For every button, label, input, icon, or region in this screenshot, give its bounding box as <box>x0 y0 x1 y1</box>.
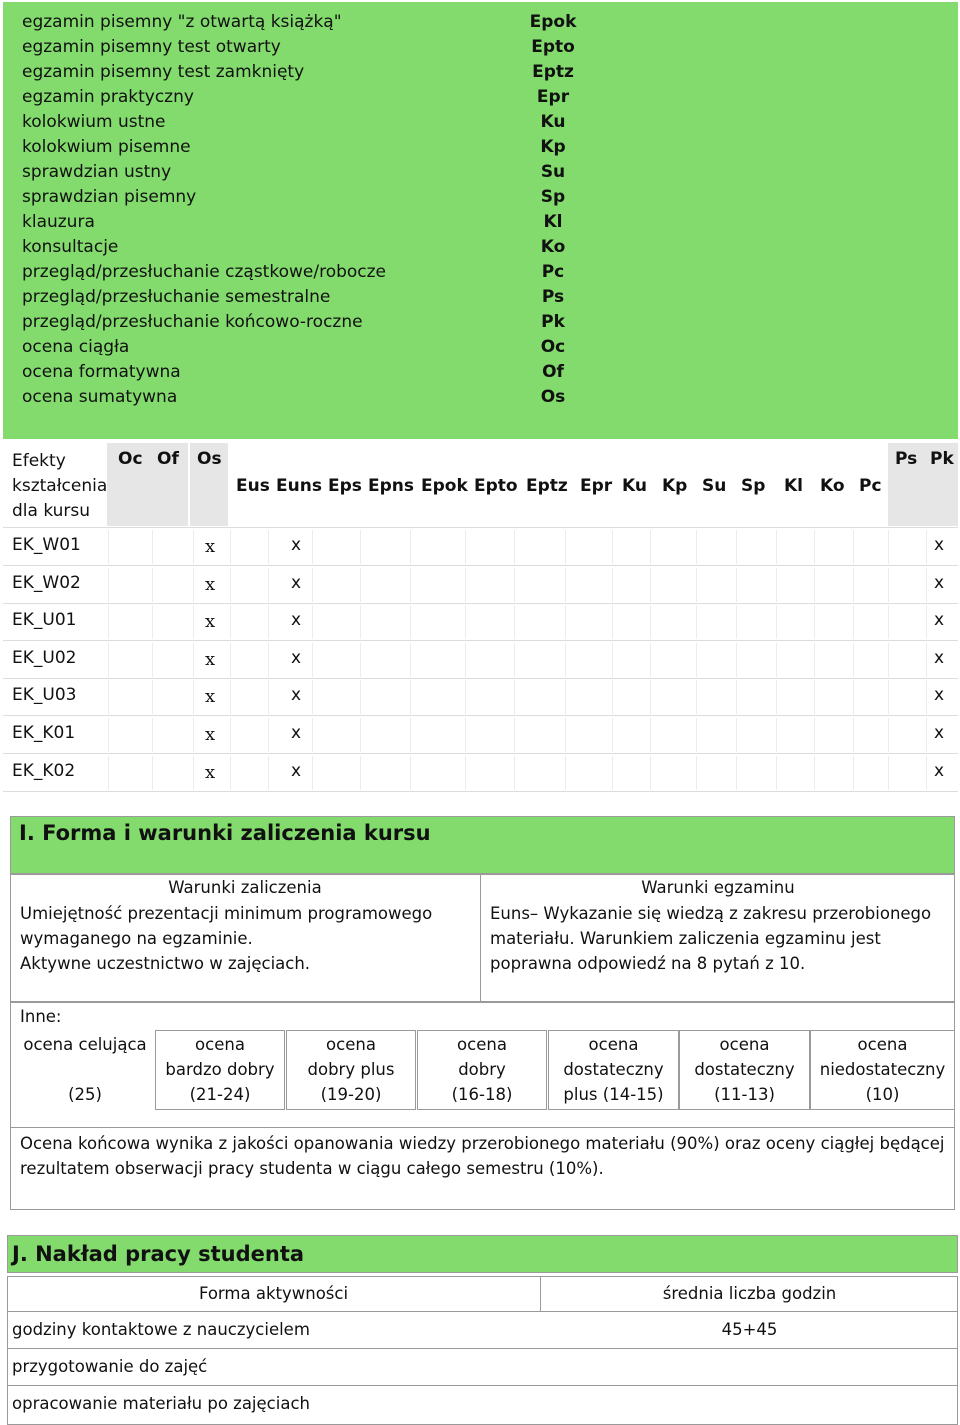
row-label: EK_K01 <box>12 723 76 743</box>
legend-label: klauzura <box>22 212 95 232</box>
grade-line-1: ocena <box>195 1035 245 1054</box>
cell-sep <box>312 680 313 714</box>
header-code-eps: Eps <box>328 476 362 496</box>
workload-row-line <box>7 1311 958 1312</box>
cell-sep <box>268 680 269 714</box>
cell-sep <box>268 718 269 752</box>
cell-sep <box>230 568 231 602</box>
final-grade-text <box>20 1131 950 1181</box>
cell-sep <box>853 568 854 602</box>
cell-sep <box>853 680 854 714</box>
legend-label: kolokwium pisemne <box>22 137 191 157</box>
grades-divider <box>10 1127 955 1128</box>
mark-os: x <box>205 686 216 708</box>
cell-sep <box>514 718 515 752</box>
cell-sep <box>360 530 361 564</box>
cell-sep <box>465 718 466 752</box>
other-label: Inne: <box>20 1007 62 1026</box>
header-code-su: Su <box>702 476 727 496</box>
cell-sep <box>193 568 194 602</box>
grade-line-1: ocena <box>857 1035 908 1054</box>
cell-sep <box>230 756 231 790</box>
cell-sep <box>776 680 777 714</box>
cell-sep <box>650 718 651 752</box>
cell-sep <box>736 718 737 752</box>
cell-sep <box>814 643 815 677</box>
mark-pk: x <box>934 610 945 631</box>
cell-sep <box>268 756 269 790</box>
cell-sep <box>565 530 566 564</box>
cell-sep <box>514 605 515 639</box>
cell-sep <box>612 568 613 602</box>
cell-sep <box>776 756 777 790</box>
effects-header-title: Efekty kształcenia dla kursu <box>12 451 108 521</box>
header-code-eus: Eus <box>236 476 270 496</box>
cell-sep <box>776 643 777 677</box>
grade-line-3: (10) <box>865 1085 900 1104</box>
mark-pk: x <box>934 647 945 668</box>
cell-sep <box>853 756 854 790</box>
legend-code: Pc <box>541 262 565 282</box>
mark-pk: x <box>934 535 945 555</box>
cell-sep <box>776 718 777 752</box>
cell-sep <box>888 680 889 714</box>
header-code-kp: Kp <box>662 476 688 496</box>
cell-sep <box>565 643 566 677</box>
cell-sep <box>514 568 515 602</box>
mark-os: x <box>205 724 216 745</box>
cell-sep <box>696 605 697 639</box>
mark-eus: x <box>291 610 302 631</box>
cell-sep <box>312 718 313 752</box>
mark-pk: x <box>934 760 945 781</box>
cell-sep <box>410 568 411 602</box>
cell-sep <box>410 756 411 790</box>
header-code-epto: Epto <box>474 476 518 496</box>
grade-cell <box>286 1030 416 1110</box>
cell-sep <box>736 605 737 639</box>
header-code-euns: Euns <box>276 476 322 496</box>
legend-label: przegląd/przesłuchanie semestralne <box>22 287 331 307</box>
legend-label: ocena ciągła <box>22 337 130 357</box>
cell-sep <box>514 530 515 564</box>
cell-sep <box>152 643 153 677</box>
cell-sep <box>612 680 613 714</box>
grade-line-1: ocena <box>326 1035 376 1054</box>
legend-code: Kl <box>543 212 563 232</box>
mark-os: x <box>205 648 216 670</box>
legend-code: Kp <box>540 137 566 157</box>
cell-sep <box>193 605 194 639</box>
conditions-line: Umiejętność prezentacji minimum programowego <box>20 904 433 923</box>
cell-sep <box>268 530 269 564</box>
conditions-line: wymaganego na egzaminie. <box>20 929 253 948</box>
grade-line-2: dostateczny <box>694 1060 795 1079</box>
grade-line-1: ocena <box>719 1035 770 1054</box>
cell-sep <box>650 680 651 714</box>
cell-sep <box>193 530 194 564</box>
mark-os: x <box>205 611 216 633</box>
cell-sep <box>312 530 313 564</box>
legend-code: Ps <box>541 287 565 307</box>
cell-sep <box>360 680 361 714</box>
cell-sep <box>853 718 854 752</box>
cell-sep <box>565 756 566 790</box>
exam-text <box>490 901 952 976</box>
mark-eus: x <box>291 647 302 668</box>
legend-label: kolokwium ustne <box>22 112 166 132</box>
cell-sep <box>696 643 697 677</box>
cell-sep <box>650 605 651 639</box>
cell-sep <box>410 530 411 564</box>
cell-sep <box>696 756 697 790</box>
exam-line: materiału. Warunkiem zaliczenia egzaminu jest <box>490 929 881 948</box>
cell-sep <box>776 568 777 602</box>
header-code-epr: Epr <box>580 476 613 496</box>
cell-sep <box>926 643 927 677</box>
grade-cell <box>679 1030 810 1110</box>
legend-code: Oc <box>540 337 566 357</box>
cell-sep <box>108 530 109 564</box>
cell-sep <box>736 680 737 714</box>
header-code-eptz: Eptz <box>526 476 568 496</box>
section-j-header <box>7 1235 958 1273</box>
workload-activity: opracowanie materiału po zajęciach <box>12 1394 310 1413</box>
cell-sep <box>814 568 815 602</box>
cell-sep <box>650 568 651 602</box>
cell-sep <box>814 530 815 564</box>
cell-sep <box>152 530 153 564</box>
cell-sep <box>853 530 854 564</box>
cell-sep <box>465 680 466 714</box>
cell-sep <box>193 718 194 752</box>
cell-sep <box>193 680 194 714</box>
mark-eus: x <box>291 535 302 555</box>
legend-code: Sp <box>540 187 566 207</box>
mark-eus: x <box>291 760 302 781</box>
cell-sep <box>360 605 361 639</box>
legend-label: sprawdzian ustny <box>22 162 172 182</box>
grade-line-1: ocena <box>588 1035 639 1054</box>
legend-code: Epok <box>529 12 577 32</box>
cell-sep <box>888 756 889 790</box>
cell-sep <box>312 605 313 639</box>
cell-sep <box>360 756 361 790</box>
cell-sep <box>514 643 515 677</box>
cell-sep <box>360 568 361 602</box>
header-code-ku: Ku <box>622 476 647 496</box>
cell-sep <box>514 680 515 714</box>
cell-sep <box>312 643 313 677</box>
cell-sep <box>152 680 153 714</box>
grade-line-3: plus (14-15) <box>563 1085 664 1104</box>
cell-sep <box>650 756 651 790</box>
cell-sep <box>465 568 466 602</box>
cell-sep <box>650 643 651 677</box>
mark-os: x <box>205 573 216 595</box>
cell-sep <box>696 718 697 752</box>
grade-cell <box>548 1030 679 1110</box>
grade-line-2: dostateczny <box>563 1060 664 1079</box>
legend-label: egzamin pisemny test zamknięty <box>22 62 305 82</box>
cell-sep <box>360 718 361 752</box>
cell-sep <box>465 605 466 639</box>
legend-label: ocena formatywna <box>22 362 181 382</box>
legend-label: egzamin praktyczny <box>22 87 194 107</box>
header-code-os: Os <box>197 449 222 469</box>
cell-sep <box>814 605 815 639</box>
cell-sep <box>814 680 815 714</box>
cell-sep <box>612 530 613 564</box>
conditions-title: Warunki zaliczenia <box>168 878 322 897</box>
row-label: EK_U03 <box>12 685 77 706</box>
cell-sep <box>312 756 313 790</box>
workload-activity: przygotowanie do zajęć <box>12 1357 208 1376</box>
cell-sep <box>410 680 411 714</box>
legend-code: Su <box>540 162 566 182</box>
cell-sep <box>108 568 109 602</box>
grade-line-2: dobry <box>458 1060 506 1079</box>
mark-pk: x <box>934 685 945 706</box>
cell-sep <box>696 530 697 564</box>
cell-sep <box>108 718 109 752</box>
cell-sep <box>268 568 269 602</box>
legend-label: przegląd/przesłuchanie cząstkowe/robocze <box>22 262 387 282</box>
final-line: rezultatem obserwacji pracy studenta w ciągu całego semestru (10%). <box>20 1159 604 1178</box>
legend-code: Eptz <box>532 62 574 82</box>
workload-col2-title: średnia liczba godzin <box>662 1284 837 1303</box>
mark-pk: x <box>934 723 945 743</box>
cell-sep <box>410 718 411 752</box>
conditions-text <box>20 901 475 976</box>
grade-line-3: (25) <box>68 1085 102 1104</box>
cell-sep <box>465 756 466 790</box>
grade-cell <box>15 1030 155 1110</box>
header-code-pk: Pk <box>930 449 954 469</box>
cell-sep <box>736 756 737 790</box>
cell-sep <box>612 605 613 639</box>
mark-os: x <box>205 761 216 783</box>
workload-activity: godziny kontaktowe z nauczycielem <box>12 1320 310 1339</box>
legend-code: Pk <box>541 312 565 332</box>
row-line <box>3 791 958 792</box>
cell-sep <box>230 680 231 714</box>
cell-sep <box>650 530 651 564</box>
cell-sep <box>814 756 815 790</box>
legend-block <box>3 2 958 439</box>
section-j-title: J. Nakład pracy studenta <box>12 1242 305 1266</box>
cell-sep <box>736 568 737 602</box>
cell-sep <box>152 605 153 639</box>
cell-sep <box>230 643 231 677</box>
cell-sep <box>152 756 153 790</box>
workload-col1-title: Forma aktywności <box>198 1284 349 1303</box>
cell-sep <box>853 643 854 677</box>
header-code-epns: Epns <box>368 476 415 496</box>
cell-sep <box>565 605 566 639</box>
section-i-header <box>10 816 955 874</box>
cell-sep <box>360 643 361 677</box>
mark-os: x <box>205 536 216 557</box>
cell-sep <box>565 568 566 602</box>
mark-eus: x <box>291 572 302 593</box>
legend-code: Ku <box>540 112 566 132</box>
cell-sep <box>853 605 854 639</box>
cell-sep <box>108 680 109 714</box>
row-label: EK_K02 <box>12 760 76 781</box>
legend-label: egzamin pisemny "z otwartą książką" <box>22 12 342 32</box>
legend-code: Epr <box>536 87 570 107</box>
legend-code: Of <box>542 362 564 382</box>
cell-sep <box>888 568 889 602</box>
legend-code: Ko <box>540 237 566 257</box>
grade-line-3: (11-13) <box>714 1085 775 1104</box>
cell-sep <box>926 605 927 639</box>
cell-sep <box>612 756 613 790</box>
cell-sep <box>888 530 889 564</box>
exam-title: Warunki egzaminu <box>641 878 795 897</box>
header-code-kl: Kl <box>784 476 804 496</box>
grade-cell <box>810 1030 955 1110</box>
cell-sep <box>612 643 613 677</box>
cell-sep <box>193 643 194 677</box>
cell-sep <box>230 530 231 564</box>
row-label: EK_U01 <box>12 610 77 631</box>
mark-eus: x <box>291 723 302 743</box>
cell-sep <box>926 680 927 714</box>
cell-sep <box>152 568 153 602</box>
header-line <box>3 527 958 528</box>
cell-sep <box>888 643 889 677</box>
grade-line-3: (21-24) <box>189 1085 251 1104</box>
header-code-ko: Ko <box>820 476 845 496</box>
cell-sep <box>926 568 927 602</box>
row-label: EK_U02 <box>12 647 77 668</box>
cell-sep <box>514 756 515 790</box>
mark-pk: x <box>934 572 945 593</box>
cell-sep <box>312 568 313 602</box>
cell-sep <box>776 530 777 564</box>
cell-sep <box>565 680 566 714</box>
grade-line-2: bardzo dobry <box>165 1060 275 1079</box>
header-code-ps: Ps <box>895 449 918 469</box>
cell-sep <box>814 718 815 752</box>
grade-line-2: dobry plus <box>307 1060 395 1079</box>
cell-sep <box>268 605 269 639</box>
grade-cell <box>155 1030 285 1110</box>
cell-sep <box>888 718 889 752</box>
grade-line-1: ocena celująca <box>23 1035 147 1054</box>
grade-line-3: (16-18) <box>451 1085 513 1104</box>
workload-hours: 45+45 <box>721 1320 778 1339</box>
cell-sep <box>193 756 194 790</box>
cell-sep <box>776 605 777 639</box>
header-code-oc: Oc <box>118 449 143 469</box>
cell-sep <box>108 605 109 639</box>
cell-sep <box>152 718 153 752</box>
cell-sep <box>888 605 889 639</box>
grade-line-1: ocena <box>457 1035 507 1054</box>
cell-sep <box>696 680 697 714</box>
cell-sep <box>108 643 109 677</box>
grade-line-2: niedostateczny <box>819 1060 946 1079</box>
header-code-epok: Epok <box>421 476 468 496</box>
exam-line: Euns– Wykazanie się wiedzą z zakresu przerobionego <box>490 904 932 923</box>
legend-label: sprawdzian pisemny <box>22 187 197 207</box>
grade-line-3: (19-20) <box>320 1085 382 1104</box>
legend-label: egzamin pisemny test otwarty <box>22 37 281 57</box>
cell-sep <box>465 530 466 564</box>
mark-eus: x <box>291 685 302 706</box>
workload-row-line <box>7 1348 958 1349</box>
workload-row-line <box>7 1385 958 1386</box>
cell-sep <box>410 605 411 639</box>
legend-label: ocena sumatywna <box>22 387 178 407</box>
legend-label: konsultacje <box>22 237 119 257</box>
cell-sep <box>230 605 231 639</box>
cell-sep <box>926 756 927 790</box>
cell-sep <box>465 643 466 677</box>
cell-sep <box>926 530 927 564</box>
row-label: EK_W01 <box>12 535 81 555</box>
header-code-pc: Pc <box>859 476 882 496</box>
header-code-of: Of <box>157 449 179 469</box>
cell-sep <box>230 718 231 752</box>
grade-cell <box>417 1030 547 1110</box>
cell-sep <box>410 643 411 677</box>
exam-line: poprawna odpowiedź na 8 pytań z 10. <box>490 954 806 973</box>
cell-sep <box>926 718 927 752</box>
cell-sep <box>696 568 697 602</box>
final-line: Ocena końcowa wynika z jakości opanowania wiedzy przerobionego materiału (90%) oraz oceny ciągłej będącej <box>20 1134 945 1153</box>
section-i-title: I. Forma i warunki zaliczenia kursu <box>19 821 431 845</box>
header-code-sp: Sp <box>741 476 766 496</box>
cell-sep <box>108 756 109 790</box>
cell-sep <box>612 718 613 752</box>
conditions-line: Aktywne uczestnictwo w zajęciach. <box>20 954 311 973</box>
cell-sep <box>736 530 737 564</box>
cell-sep <box>268 643 269 677</box>
legend-code: Os <box>540 387 566 407</box>
cell-sep <box>565 718 566 752</box>
cell-sep <box>736 643 737 677</box>
row-label: EK_W02 <box>12 572 81 593</box>
legend-code: Epto <box>531 37 575 57</box>
legend-label: przegląd/przesłuchanie końcowo-roczne <box>22 312 363 332</box>
